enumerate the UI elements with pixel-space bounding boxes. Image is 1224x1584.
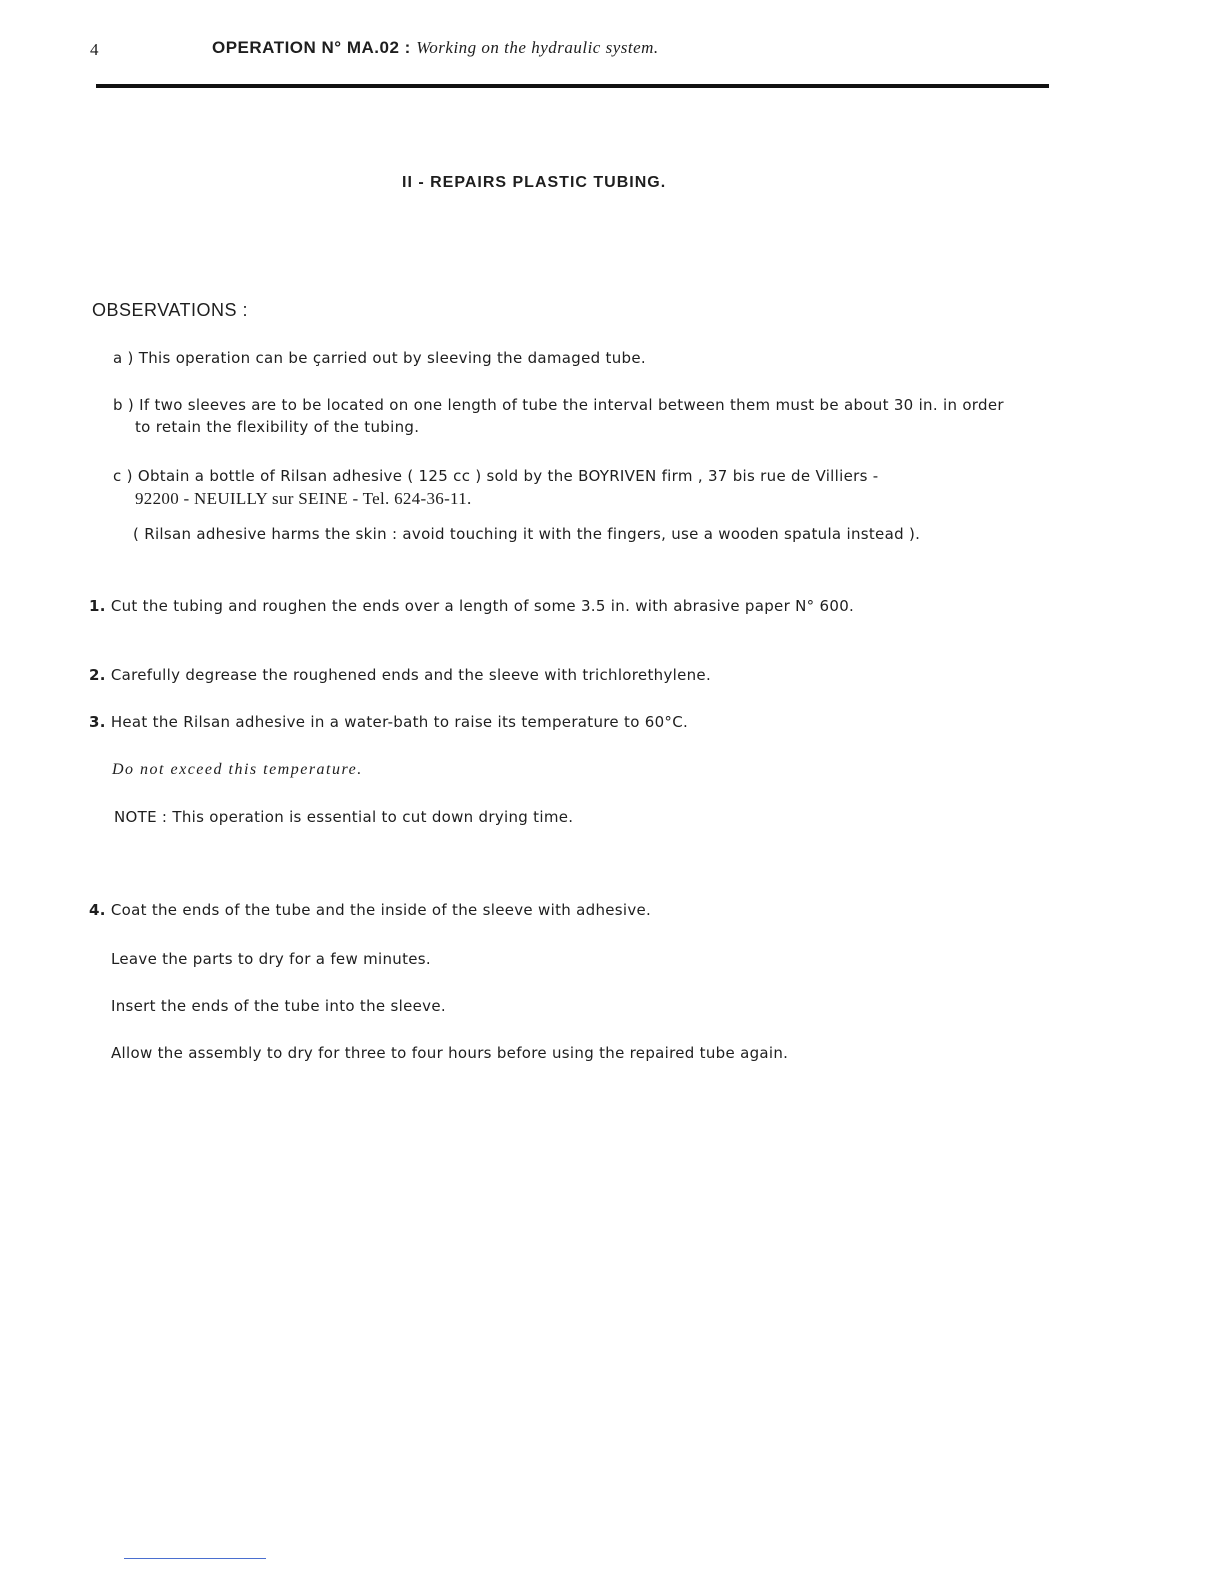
observation-c-line2: 92200 - NEUILLY sur SEINE - Tel. 624-36-11. [135, 489, 472, 508]
step-4-sub-2: Insert the ends of the tube into the sleeve. [111, 997, 446, 1015]
step-number: 2. [89, 666, 106, 684]
operation-subject: Working on the hydraulic system. [416, 38, 659, 57]
step-3-warning: Do not exceed this temperature. [112, 761, 363, 778]
step-number: 1. [89, 597, 106, 615]
step-4 [89, 901, 651, 919]
step-text: Carefully degrease the roughened ends and the sleeve with trichlorethylene. [110, 666, 712, 684]
step-2 [89, 666, 711, 684]
step-number: 3. [89, 713, 106, 731]
observations-heading: OBSERVATIONS : [92, 300, 249, 320]
step-number: 4. [89, 901, 106, 919]
observation-b-line2: to retain the flexibility of the tubing. [135, 418, 420, 436]
page-header [212, 38, 659, 58]
observation-c-line1: c ) Obtain a bottle of Rilsan adhesive ( 125 cc ) sold by the BOYRIVEN firm , 37 bis rue de Villiers - [113, 467, 879, 485]
operation-label: OPERATION N° MA.02 : [212, 38, 411, 57]
observation-b-line1: b ) If two sleeves are to be located on one length of tube the interval between them must be about 30 in. in order [113, 396, 1004, 414]
step-text: Cut the tubing and roughen the ends over a length of some 3.5 in. with abrasive paper N° 600. [110, 597, 855, 615]
step-3 [89, 713, 688, 731]
step-3-note: NOTE : This operation is essential to cut down drying time. [114, 808, 574, 826]
bottom-divider [124, 1558, 266, 1559]
page-number: 4 [90, 40, 99, 59]
step-1 [89, 597, 854, 615]
step-4-sub-3: Allow the assembly to dry for three to four hours before using the repaired tube again. [111, 1044, 789, 1062]
step-text: Coat the ends of the tube and the inside of the sleeve with adhesive. [110, 901, 652, 919]
observation-c-note: ( Rilsan adhesive harms the skin : avoid touching it with the fingers, use a wooden spatula instead ). [133, 525, 921, 543]
step-text: Heat the Rilsan adhesive in a water-bath to raise its temperature to 60°C. [110, 713, 689, 731]
header-rule [96, 84, 1049, 88]
observation-a: a ) This operation can be çarried out by sleeving the damaged tube. [113, 349, 646, 367]
step-4-sub-1: Leave the parts to dry for a few minutes. [111, 950, 431, 968]
section-title: II - REPAIRS PLASTIC TUBING. [402, 174, 667, 191]
